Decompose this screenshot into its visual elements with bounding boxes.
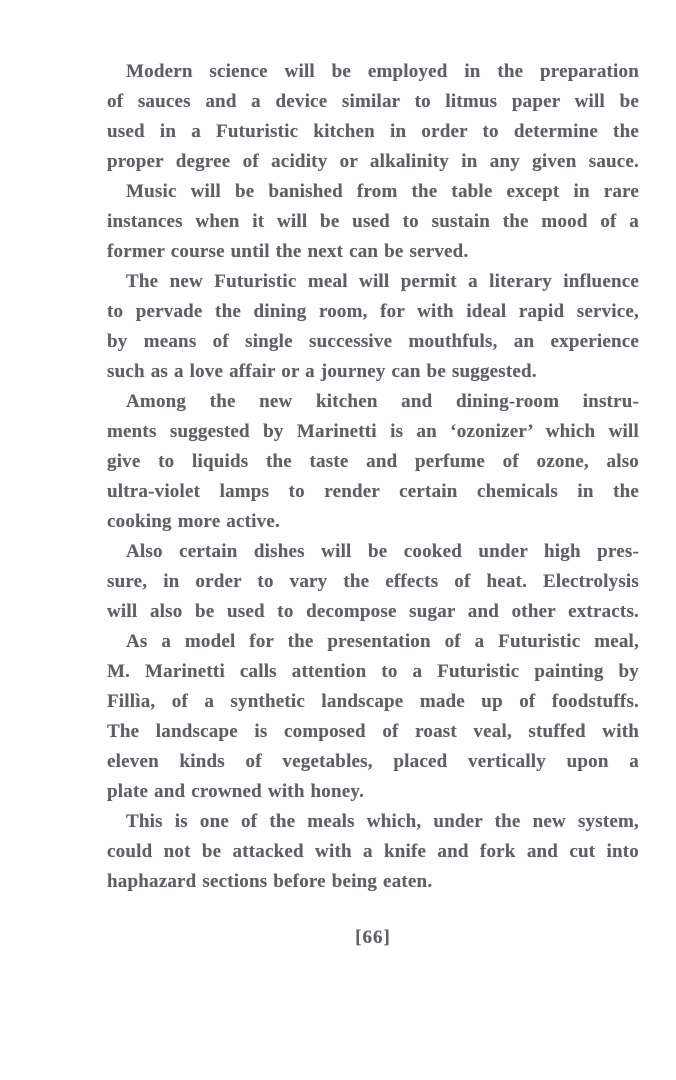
text-line: could not be attacked with a knife and fork and cut into [107, 841, 639, 862]
text-line: former course until the next can be served. [107, 241, 469, 262]
text-block [107, 57, 639, 897]
text-line: This is one of the meals which, under the new system, [126, 811, 639, 832]
paragraph [107, 177, 639, 267]
paragraph [107, 57, 639, 177]
text-line: such as a love affair or a journey can be suggested. [107, 361, 537, 382]
paragraph [107, 627, 639, 807]
text-line: by means of single successive mouthfuls, an experience [107, 331, 639, 352]
paragraph [107, 267, 639, 387]
text-line: Music will be banished from the table except in rare [126, 181, 639, 202]
paragraph [107, 387, 639, 537]
text-line: used in a Futuristic kitchen in order to determine the [107, 121, 639, 142]
text-line: eleven kinds of vegetables, placed vertically upon a [107, 751, 639, 772]
page-number: [66] [355, 927, 391, 948]
text-line: give to liquids the taste and perfume of ozone, also [107, 451, 639, 472]
paragraph [107, 537, 639, 627]
text-line: The new Futuristic meal will permit a literary influence [126, 271, 639, 292]
text-line: will also be used to decompose sugar and other extracts. [107, 601, 639, 622]
text-line: M. Marinetti calls attention to a Futuristic painting by [107, 661, 639, 682]
text-line: sure, in order to vary the effects of heat. Electrolysis [107, 571, 639, 592]
paragraph [107, 807, 639, 897]
text-line: ments suggested by Marinetti is an ‘ozonizer’ which will [107, 421, 639, 442]
text-line: to pervade the dining room, for with ideal rapid service, [107, 301, 639, 322]
text-line: Modern science will be employed in the preparation [126, 61, 639, 82]
text-line: instances when it will be used to sustain the mood of a [107, 211, 639, 232]
text-line: plate and crowned with honey. [107, 781, 365, 802]
text-line: of sauces and a device similar to litmus paper will be [107, 91, 639, 112]
text-line: ultra-violet lamps to render certain chemicals in the [107, 481, 639, 502]
text-line: Fillìa, of a synthetic landscape made up of foodstuffs. [107, 691, 639, 712]
text-line: proper degree of acidity or alkalinity in any given sauce. [107, 151, 639, 172]
text-line: cooking more active. [107, 511, 280, 532]
text-line: haphazard sections before being eaten. [107, 871, 433, 892]
text-line: As a model for the presentation of a Futuristic meal, [126, 631, 639, 652]
text-line: The landscape is composed of roast veal, stuffed with [107, 721, 639, 742]
text-line: Also certain dishes will be cooked under high pres- [126, 541, 639, 562]
text-line: Among the new kitchen and dining-room instru- [126, 391, 639, 412]
